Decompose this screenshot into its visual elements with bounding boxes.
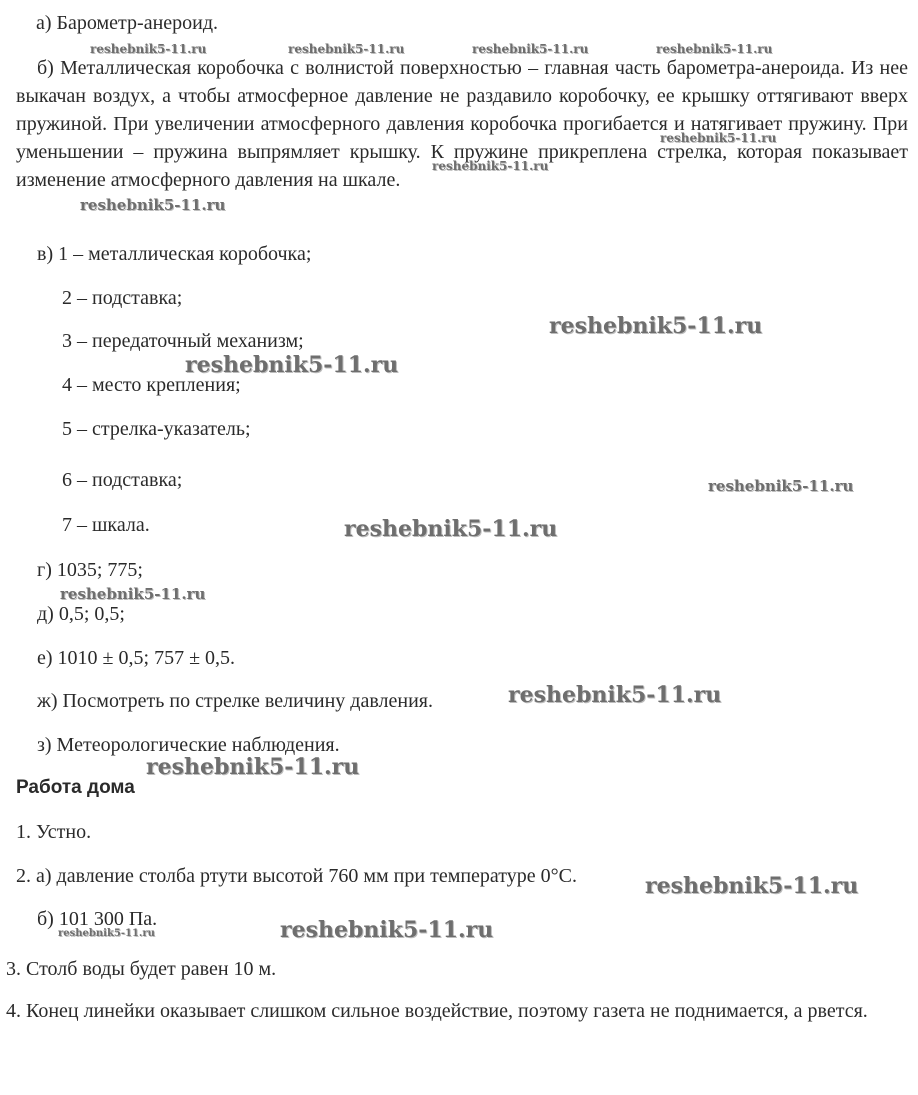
watermark: reshebnik5-11.ru xyxy=(472,42,589,56)
answer-z: з) Метеорологические наблюдения. xyxy=(37,734,340,756)
answer-v-item-2: 2 – подставка; xyxy=(62,287,183,309)
watermark: reshebnik5-11.ru xyxy=(90,42,207,56)
watermark: reshebnik5-11.ru xyxy=(60,585,206,603)
homework-item-4: 4. Конец линейки оказывает слишком сильное воздействие, поэтому газета не поднимается, а рвется. xyxy=(6,1000,868,1022)
watermark: reshebnik5-11.ru xyxy=(645,873,859,899)
watermark: reshebnik5-11.ru xyxy=(288,42,405,56)
homework-item-1: 1. Устно. xyxy=(16,821,92,843)
watermark: reshebnik5-11.ru xyxy=(146,754,360,780)
watermark: reshebnik5-11.ru xyxy=(508,682,722,708)
answer-v-item-6: 6 – подставка; xyxy=(62,469,183,491)
answer-v-item-5: 5 – стрелка-указатель; xyxy=(62,418,251,440)
answer-v-item-3: 3 – передаточный механизм; xyxy=(62,330,304,352)
watermark: reshebnik5-11.ru xyxy=(344,516,558,542)
watermark: reshebnik5-11.ru xyxy=(280,917,494,943)
watermark: reshebnik5-11.ru xyxy=(708,477,854,495)
answer-d: д) 0,5; 0,5; xyxy=(37,603,125,625)
answer-v-item-1: в) 1 – металлическая коробочка; xyxy=(37,243,312,265)
homework-item-3: 3. Столб воды будет равен 10 м. xyxy=(6,958,277,980)
watermark: reshebnik5-11.ru xyxy=(58,928,155,939)
watermark: reshebnik5-11.ru xyxy=(660,131,777,145)
answer-zh: ж) Посмотреть по стрелке величину давления. xyxy=(37,690,433,712)
homework-item-2a: 2. а) давление столба ртути высотой 760 мм при температуре 0°С. xyxy=(16,865,577,887)
answer-g: г) 1035; 775; xyxy=(37,559,143,581)
homework-item-2b: б) 101 300 Па. xyxy=(37,908,158,930)
watermark: reshebnik5-11.ru xyxy=(80,196,226,214)
watermark: reshebnik5-11.ru xyxy=(432,159,549,173)
watermark: reshebnik5-11.ru xyxy=(549,313,763,339)
answer-v-item-4: 4 – место крепления; xyxy=(62,374,241,396)
watermark: reshebnik5-11.ru xyxy=(656,42,773,56)
answer-e: е) 1010 ± 0,5; 757 ± 0,5. xyxy=(37,647,236,669)
homework-heading: Работа дома xyxy=(16,777,135,798)
answer-b: б) Металлическая коробочка с волнистой поверхностью – главная часть барометра-анероида. Из нее выкачан воздух, а чтобы атмосферное давление не раздавило коробочку, ее крышку оттягивают вверх пружиной. При увеличении атмосферного давления коробочка прогибается и натягивает пружину. При уменьшении – пружина выпрямляет крышку. К пружине прикреплена стрелка, которая показывает изменение атмосферного давления на шкале. xyxy=(16,57,908,191)
watermark: reshebnik5-11.ru xyxy=(185,352,399,378)
answer-v-item-7: 7 – шкала. xyxy=(62,514,150,536)
answer-a: а) Барометр-анероид. xyxy=(36,12,219,34)
